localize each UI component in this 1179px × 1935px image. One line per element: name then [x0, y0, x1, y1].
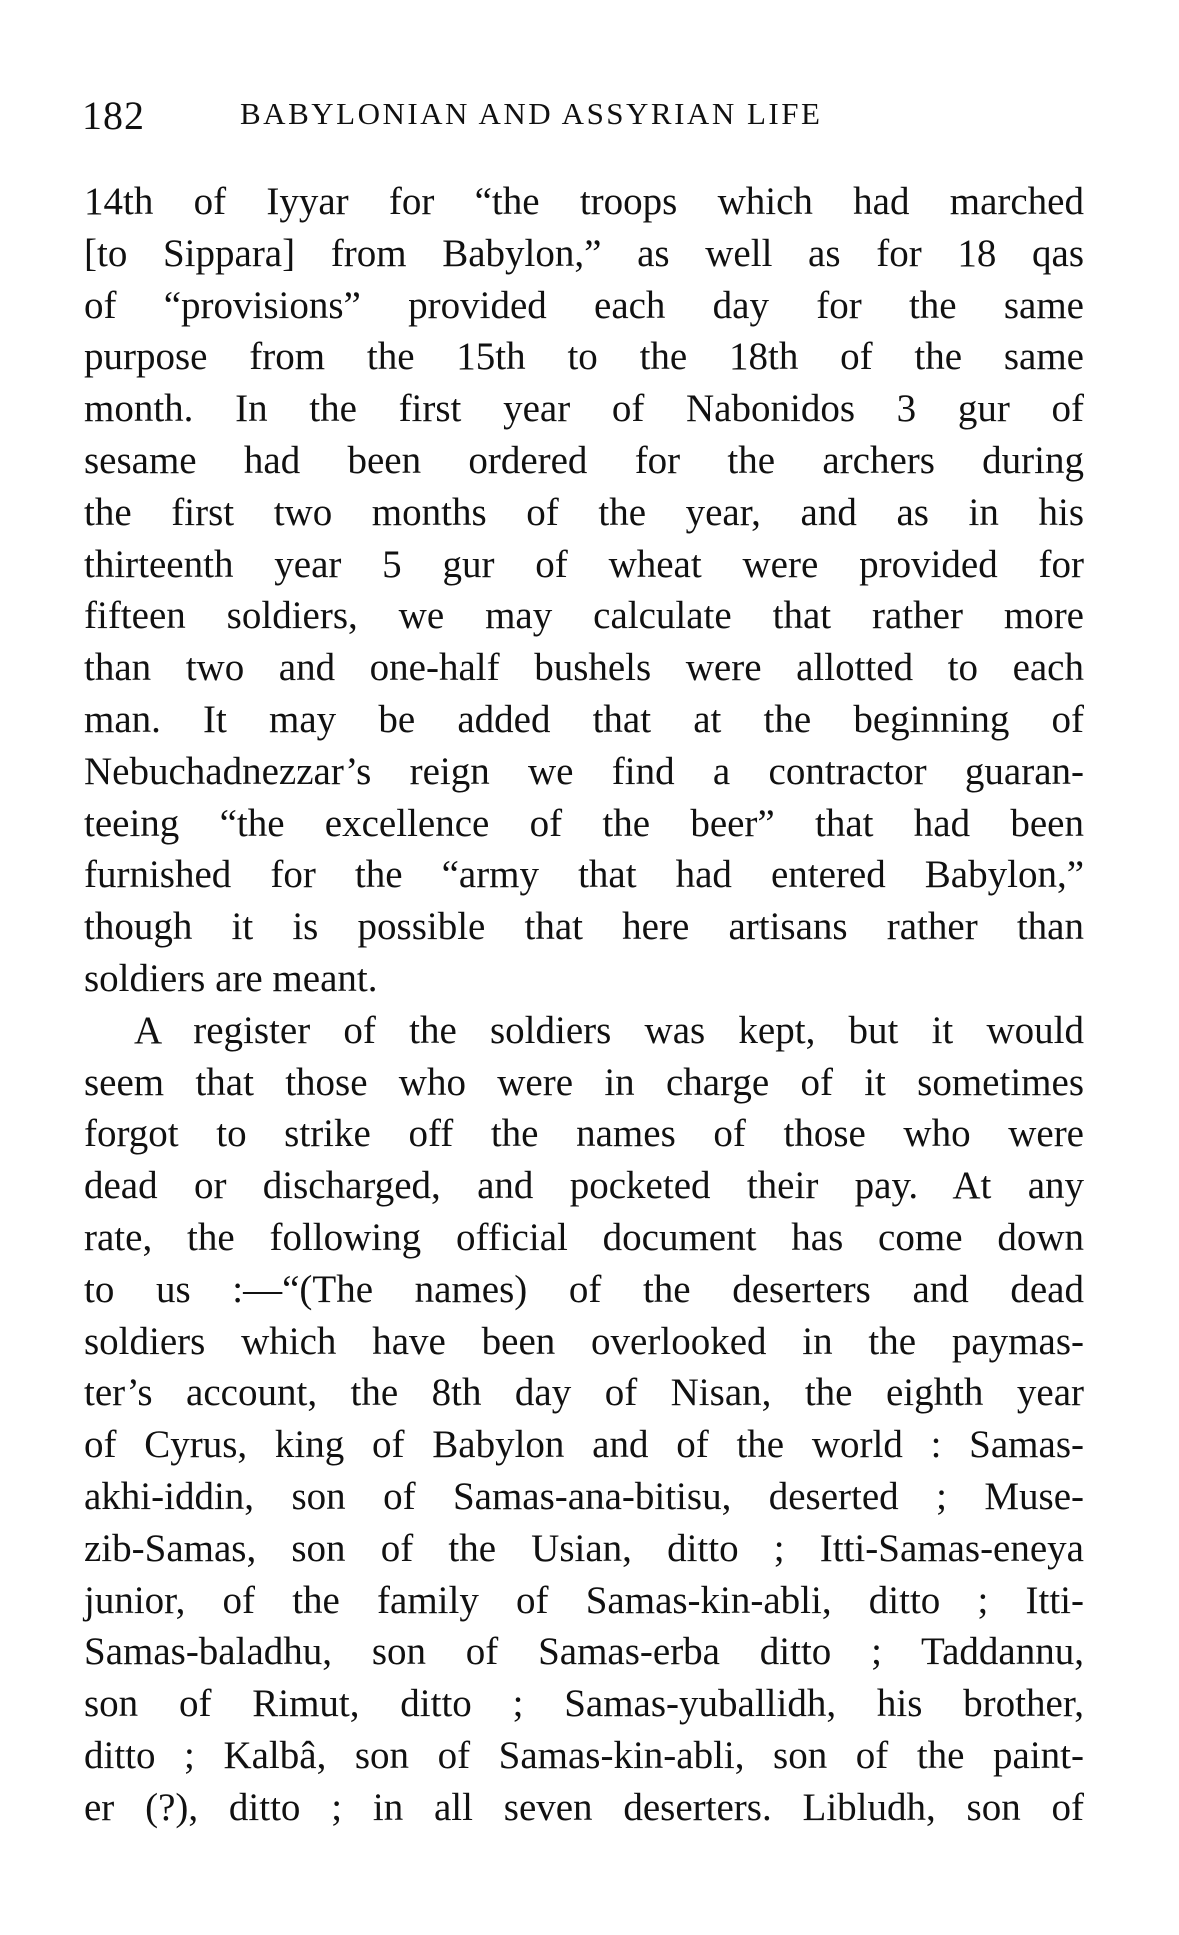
text-line: soldiers which have been overlooked in the paymas-	[84, 1319, 1084, 1363]
text-line: Nebuchadnezzar’s reign we find a contractor guaran-	[84, 749, 1084, 793]
text-line: zib-Samas, son of the Usian, ditto ; Itti-Samas-eneya	[84, 1526, 1084, 1570]
text-line: thirteenth year 5 gur of wheat were provided for	[84, 542, 1084, 586]
text-line: forgot to strike off the names of those who were	[84, 1112, 1084, 1156]
text-line: furnished for the “army that had entered Babylon,”	[84, 853, 1084, 897]
text-line: er (?), ditto ; in all seven deserters. Libludh, son of	[84, 1785, 1084, 1829]
text-line: though it is possible that here artisans rather than	[84, 905, 1084, 949]
text-line: of Cyrus, king of Babylon and of the world : Samas-	[84, 1423, 1084, 1467]
text-line: Samas-baladhu, son of Samas-erba ditto ; Taddannu,	[84, 1630, 1084, 1674]
text-line: ditto ; Kalbâ, son of Samas-kin-abli, son of the paint-	[84, 1733, 1084, 1777]
text-line: teeing “the excellence of the beer” that had been	[84, 801, 1084, 845]
text-line: fifteen soldiers, we may calculate that rather more	[84, 594, 1084, 638]
text-line: dead or discharged, and pocketed their pay. At any	[84, 1164, 1084, 1208]
running-title: BABYLONIAN AND ASSYRIAN LIFE	[240, 96, 823, 131]
text-line: akhi-iddin, son of Samas-ana-bitisu, deserted ; Muse-	[84, 1474, 1084, 1518]
text-line: ter’s account, the 8th day of Nisan, the eighth year	[84, 1371, 1084, 1415]
page-number: 182	[82, 93, 145, 138]
text-line: to us :—“(The names) of the deserters and dead	[84, 1267, 1084, 1311]
text-line: than two and one-half bushels were allotted to each	[84, 646, 1084, 690]
paragraph-start-line: A register of the soldiers was kept, but it would	[134, 1008, 1084, 1052]
text-line: of “provisions” provided each day for the same	[84, 283, 1084, 327]
text-line: month. In the first year of Nabonidos 3 gur of	[84, 387, 1084, 431]
text-line: junior, of the family of Samas-kin-abli, ditto ; Itti-	[84, 1578, 1084, 1622]
text-line: purpose from the 15th to the 18th of the same	[84, 335, 1084, 379]
text-line: sesame had been ordered for the archers during	[84, 438, 1084, 482]
text-line: seem that those who were in charge of it sometimes	[84, 1060, 1084, 1104]
text-line: 14th of Iyyar for “the troops which had marched	[84, 180, 1084, 223]
paragraph-end-line: soldiers are meant.	[84, 956, 378, 1000]
body-text	[84, 176, 1084, 1834]
running-head	[82, 92, 1082, 142]
text-line: [to Sippara] from Babylon,” as well as for 18 qas	[84, 231, 1084, 275]
text-line: son of Rimut, ditto ; Samas-yuballidh, his brother,	[84, 1682, 1084, 1726]
text-line: the first two months of the year, and as in his	[84, 490, 1084, 534]
text-line: rate, the following official document has come down	[84, 1215, 1084, 1259]
text-line: man. It may be added that at the beginning of	[84, 697, 1084, 741]
